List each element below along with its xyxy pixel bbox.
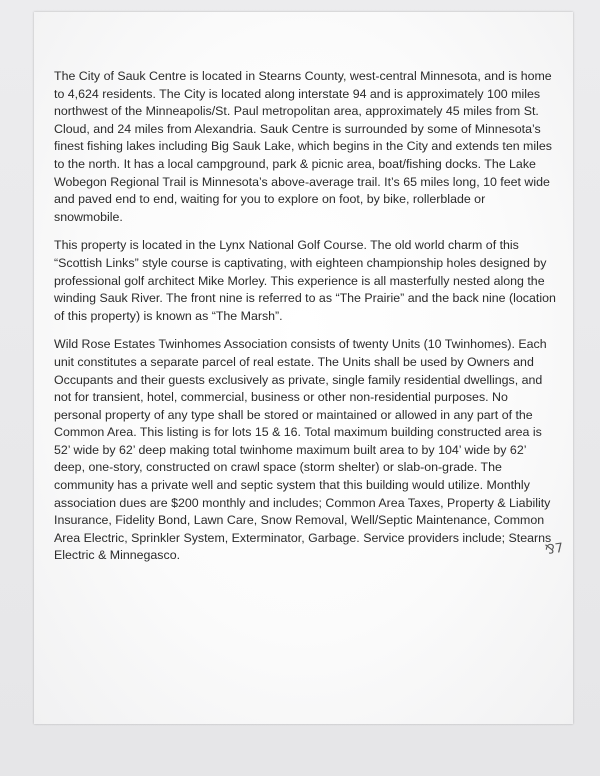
document-body: [54, 68, 556, 576]
paragraph-golf-course: This property is located in the Lynx National Golf Course. The old world charm of this “Scottish Links” style course is captivating, with eighteen championship holes designed by professional golf architect Mike Morley. This experience is all masterfully nested along the winding Sauk River. The front nine is referred to as “The Prairie” and the back nine (location of this property) is known as “The Marsh”.: [54, 238, 556, 323]
paragraph-sauk-centre: The City of Sauk Centre is located in Stearns County, west-central Minnesota, and is home to 4,624 residents. The City is located along interstate 94 and is approximately 100 miles northwest of the Minneapolis/St. Paul metropolitan area, approximately 45 miles from St. Cloud, and 24 miles from Alexandria. Sauk Centre is surrounded by some of Minnesota’s finest fishing lakes including Big Sauk Lake, which begins in the City and extends ten miles to the north. It has a local campground, park & picnic area, boat/fishing docks. The Lake Wobegon Regional Trail is Minnesota’s above-average trail. It’s 65 miles long, 10 feet wide and paved end to end, waiting for you to explore on foot, by bike, rollerblade or snowmobile.: [54, 69, 552, 224]
paragraph-twinhomes-association: Wild Rose Estates Twinhomes Association consists of twenty Units (10 Twinhomes). Each unit constitutes a separate parcel of real estate. The Units shall be used by Owners and Occupants and their guests exclusively as private, single family residential dwellings, and not for transient, hotel, commercial, business or other non-residential purposes. No personal property of any type shall be stored or maintained or allowed in any part of the Common Area. This listing is for lots 15 & 16. Total maximum building constructed area is 52’ wide by 62’ deep making total twinhome maximum built area to by 104’ wide by 62’ deep, one-story, constructed on crawl space (storm shelter) or slab-on-grade. The community has a private well and septic system that this building would utilize. Monthly association dues are $200 monthly and includes; Common Area Taxes, Property & Liability Insurance, Fidelity Bond, Lawn Care, Snow Removal, Well/Septic Maintenance, Common Area Electric, Sprinkler System, Exterminator, Garbage. Service providers include; Stearns Electric & Minnegasco.: [54, 337, 552, 563]
margin-mark: ⅋7: [544, 540, 565, 559]
document-page: [34, 12, 573, 724]
